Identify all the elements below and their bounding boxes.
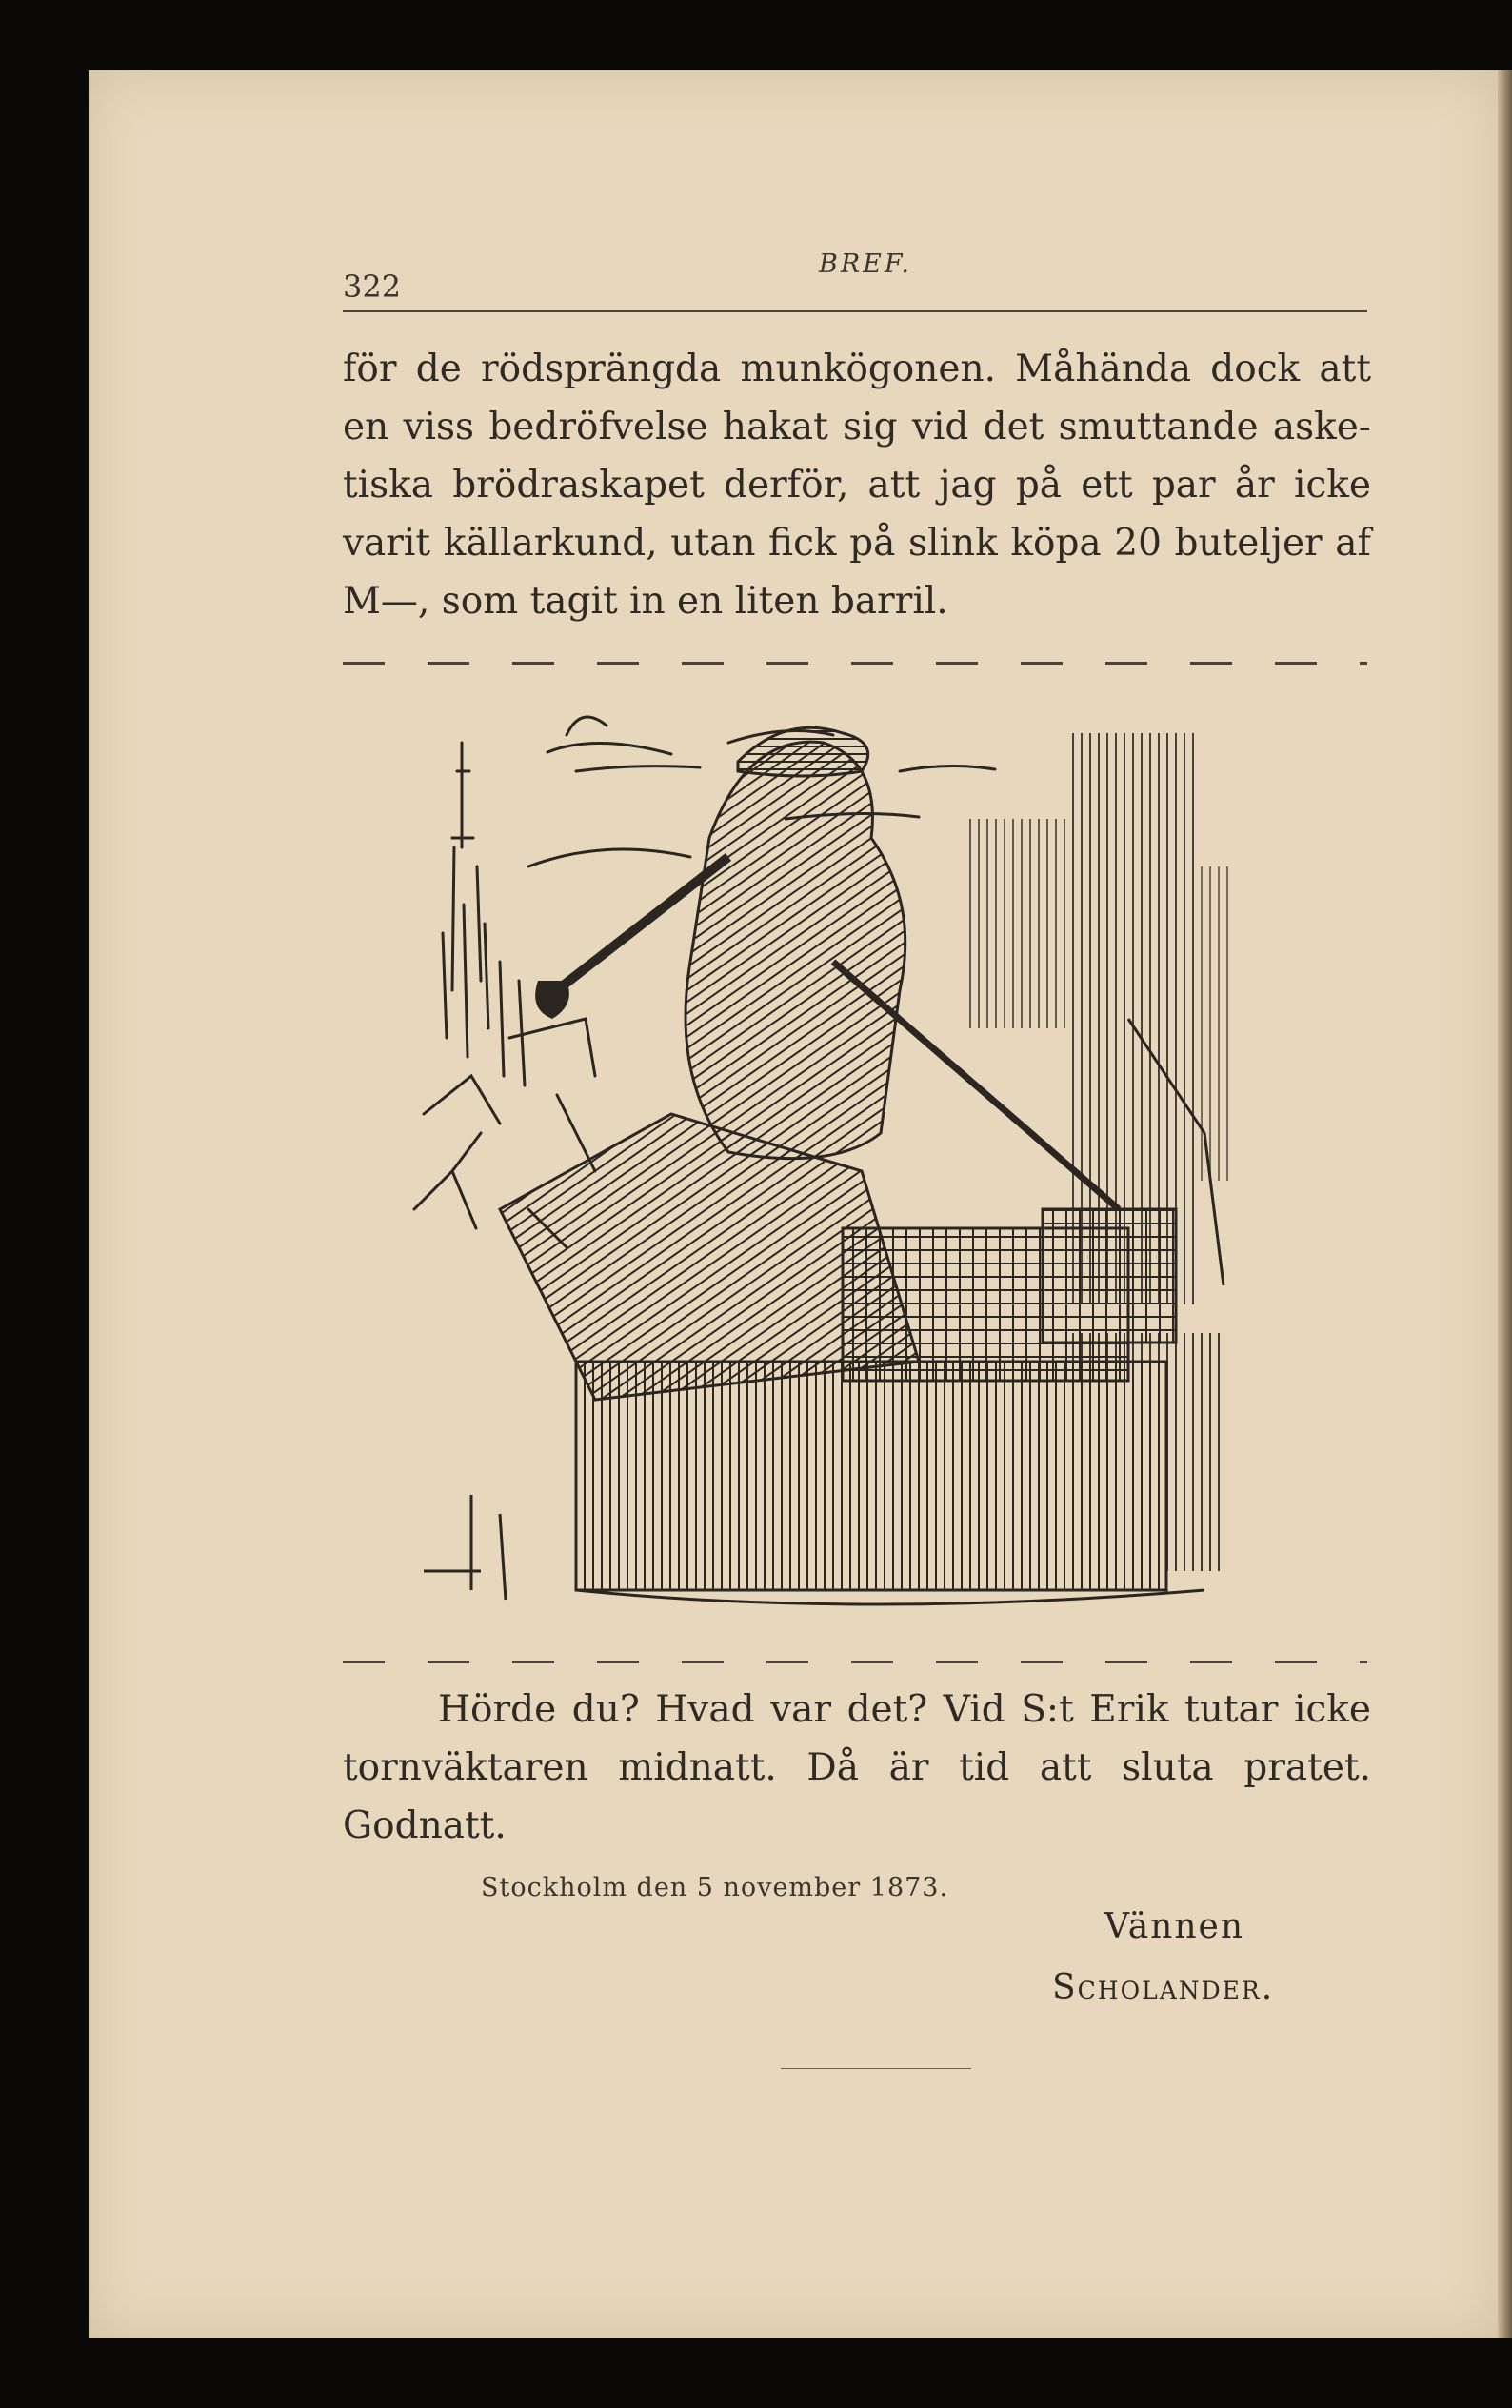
running-head — [343, 249, 1366, 307]
page-number: 322 — [343, 269, 402, 305]
text-line: en viss bedröfvelse hakat sig vid det smuttande aske- — [343, 406, 1371, 448]
end-rule — [781, 2068, 971, 2069]
text-line: varit källarkund, utan fick på slink köpa 20 buteljer af — [343, 522, 1371, 565]
section-break-dashes — [343, 662, 1367, 665]
header-rule — [343, 310, 1367, 312]
valediction: Vännen — [1104, 1907, 1245, 1946]
signature: Scholander. — [1052, 1968, 1275, 2007]
page-edge — [1498, 70, 1512, 2338]
text-line: tiska brödraskapet derför, att jag på ett par år icke — [343, 464, 1371, 507]
text-line: M—, som tagit in en liten barril. — [343, 580, 948, 623]
text-line: tornväktaren midnatt. Då är tid att sluta pratet. — [343, 1746, 1371, 1789]
paragraph-1 — [343, 340, 1371, 630]
text-line: Hörde du? Hvad var det? Vid S:t Erik tutar icke — [438, 1688, 1371, 1731]
section-break-dashes — [343, 1661, 1367, 1663]
horn-player-illustration — [386, 676, 1338, 1614]
dateline: Stockholm den 5 november 1873. — [481, 1873, 949, 1902]
running-head-title: BREF. — [819, 249, 912, 279]
text-line: för de rödsprängda munkögonen. Måhända dock att — [343, 348, 1371, 390]
paragraph-2 — [343, 1681, 1371, 1855]
text-line: Godnatt. — [343, 1804, 507, 1847]
